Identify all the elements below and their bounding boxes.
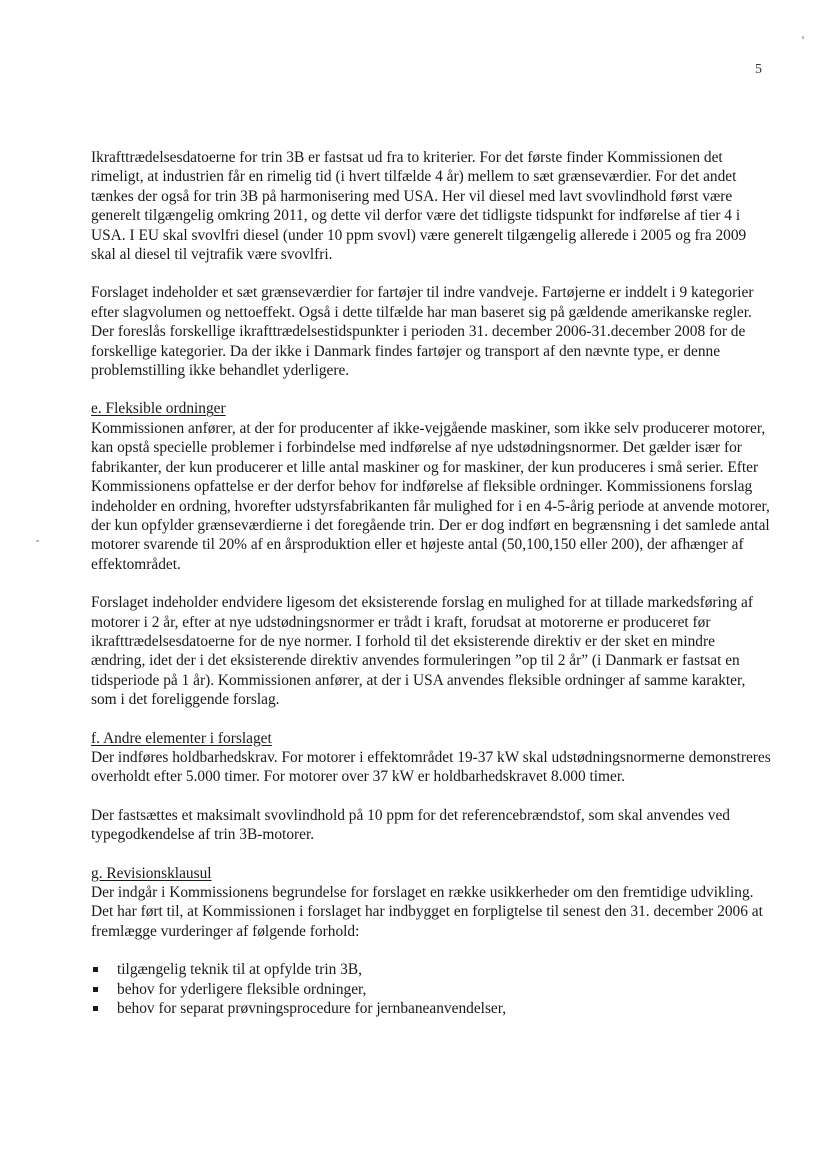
revision-bullet-list: [91, 960, 771, 1018]
page-number: 5: [755, 62, 762, 77]
paragraph-sulphur-content: Der fastsættes et maksimalt svovlindhold på 10 ppm for det referencebrændstof, som skal anvendes ved typegodkendelse af trin 3B-motorer.: [91, 806, 730, 844]
paragraph-flexible-schemes-2: Forslaget indeholder endvidere ligesom det eksisterende forslag en mulighed for at tillade markedsføring af motorer i 2 år, efter at nye udstødningsnormer er trådt i kraft, forudsat at motorerne er produceret før ikrafttrædelsesdatoerne for de nye normer. I forhold til det eksisterende direktiv er der sket en mindre ændring, idet der i det eksisterende direktiv anvendes formuleringen ”op til 2 år” (i Danmark er fastsat en tidsperiode på 1 år). Kommissionen anfører, at der i USA anvendes fleksible ordninger af samme karakter, som i det foreliggende forslag.: [91, 594, 754, 709]
paragraph-inland-waterways: Forslaget indeholder et sæt grænseværdier for fartøjer til indre vandveje. Fartøjerne er inddelt i 9 kategorier efter slagvolumen og nettoeffekt. Også i dette tilfælde har man baseret sig på gældende amerikanske regler. Der foreslås forskellige ikrafttrædelsestidspunkter i perioden 31. december 2006-31.december 2008 for de forskellige kategorier. Da der ikke i Danmark findes fartøjer og transport af den nævnte type, er denne problemstilling ikke behandlet yderligere.: [91, 284, 754, 380]
paragraph-revision-clause: Der indgår i Kommissionens begrundelse for forslaget en række usikkerheder om den fremtidige udvikling. Det har ført til, at Kommissionen i forslaget har indbygget en forpligtelse til senest den 31. december 2006 at fremlægge vurderinger af følgende forhold:: [91, 884, 763, 940]
bullet-item: [91, 999, 771, 1018]
bullet-square-icon: [93, 987, 98, 992]
bullet-square-icon: [93, 967, 98, 972]
section-heading-other-elements: f. Andre elementer i forslaget: [91, 729, 272, 747]
bullet-item: [91, 960, 771, 979]
paragraph-flexible-schemes-1: Kommissionen anfører, at der for producenter af ikke-vejgående maskiner, som ikke selv producerer motorer, kan opstå specielle problemer i forbindelse med indførelse af nye udstødningsnormer. Det gælder især for fabrikanter, der kun producerer et lille antal maskiner og for maskiner, der kun produceres i små serier. Efter Kommissionens opfattelse er der derfor behov for indførelse af fleksible ordninger. Kommissionens forslag indeholder en ordning, hvorefter udstyrsfabrikanten får mulighed for i en 4-5-årig periode at anvende motorer, der kun opfylder grænseværdierne i det foregående trin. Der er dog indført en begrænsning i det samlede antal motorer svarende til 20% af en årsproduktion eller et højeste antal (50,100,150 eller 200), der afhænger af effektområdet.: [91, 419, 770, 573]
paragraph-durability: Der indføres holdbarhedskrav. For motorer i effektområdet 19-37 kW skal udstødningsnormerne demonstreres overholdt efter 5.000 timer. For motorer over 37 kW er holdbarhedskravet 8.000 timer.: [91, 748, 771, 786]
paragraph-effective-dates: Ikrafttrædelsesdatoerne for trin 3B er fastsat ud fra to kriterier. For det første finder Kommissionen det rimeligt, at industrien får en rimelig tid (i hvert tilfælde 4 år) mellem to sæt grænseværdier. For det andet tænkes der også for trin 3B på harmonisering med USA. Her vil diesel med lavt svovlindhold først være generelt tilgængelig omkring 2011, og dette vil derfor være det tidligste tidspunkt for indførelse af tier 4 i USA. I EU skal svovlfri diesel (under 10 ppm svovl) være generelt tilgængelig allerede i 2005 og fra 2009 skal al diesel til vejtrafik være svovlfri.: [91, 149, 747, 264]
section-heading-revision-clause: g. Revisionsklausul: [91, 864, 212, 882]
section-g: [91, 864, 771, 1019]
section-f: [91, 729, 771, 845]
scan-speck: [36, 540, 39, 542]
document-body: [91, 148, 771, 1018]
section-e: [91, 399, 771, 709]
bullet-text: behov for separat prøvningsprocedure for jernbaneanvendelser,: [117, 1000, 507, 1018]
bullet-text: tilgængelig teknik til at opfylde trin 3B,: [117, 961, 362, 979]
bullet-text: behov for yderligere fleksible ordninger,: [117, 980, 367, 998]
scan-speck: [802, 36, 804, 39]
section-heading-flexible-schemes: e. Fleksible ordninger: [91, 400, 226, 418]
bullet-item: [91, 980, 771, 999]
bullet-square-icon: [93, 1006, 98, 1011]
